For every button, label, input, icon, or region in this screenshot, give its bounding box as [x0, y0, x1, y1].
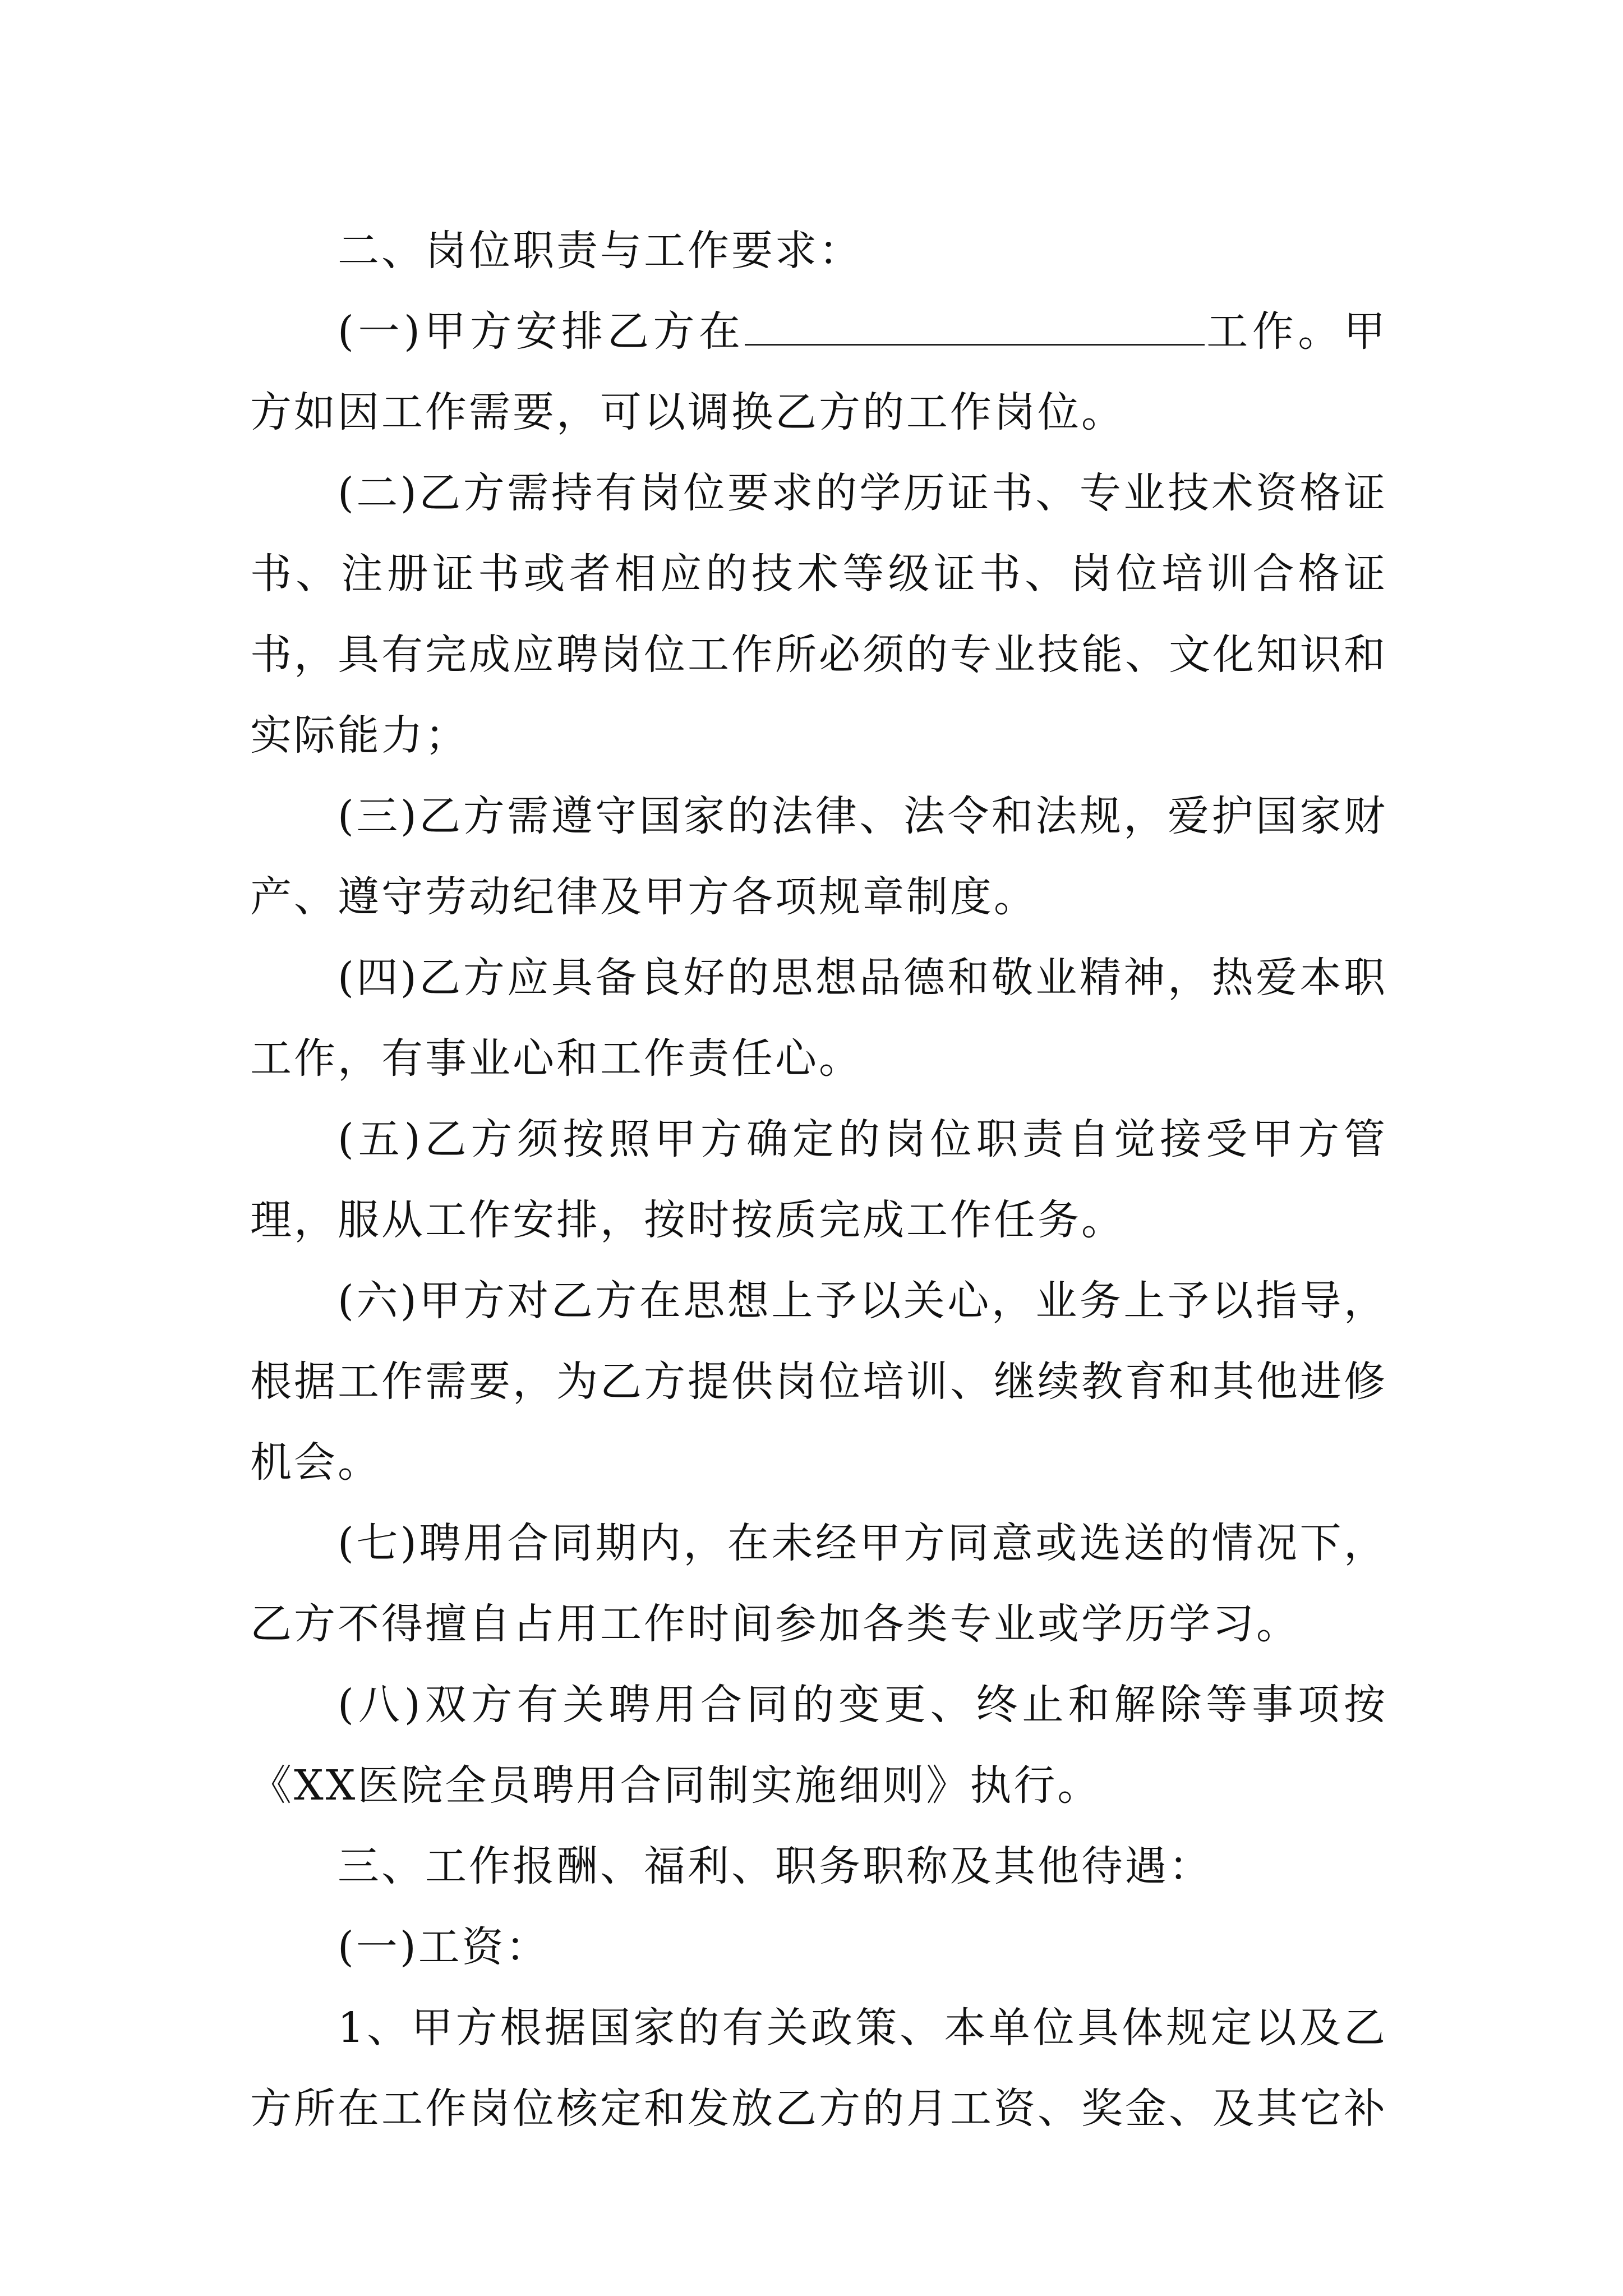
clause-2: (二)乙方需持有岗位要求的学历证书、专业技术资格证书、注册证书或者相应的技术等级证书、岗位培训合格证书，具有完成应聘岗位工作所必须的专业技能、文化知识和实际能力； [250, 469, 1387, 760]
clause-8: (八)双方有关聘用合同的变更、终止和解除等事项按《XX医院全员聘用合同制实施细则》执行。 [250, 1681, 1387, 1810]
clause-4: (四)乙方应具备良好的思想品德和敬业精神，热爱本职工作，有事业心和工作责任心。 [250, 954, 1387, 1083]
work-position-blank-field[interactable] [745, 311, 1205, 346]
clause-5: (五)乙方须按照甲方确定的岗位职责自觉接受甲方管理，服从工作安排，按时按质完成工作任务。 [250, 1115, 1387, 1244]
clause-7: (七)聘用合同期内，在未经甲方同意或选送的情况下，乙方不得擅自占用工作时间参加各类专业或学历学习。 [250, 1519, 1387, 1648]
clause-3: (三)乙方需遵守国家的法律、法令和法规，爱护国家财产、遵守劳动纪律及甲方各项规章制度。 [250, 792, 1387, 921]
section-2-heading: 二、岗位职责与工作要求： [338, 227, 863, 275]
wages-item-1: 1、甲方根据国家的有关政策、本单位具体规定以及乙方所在工作岗位核定和发放乙方的月工资、奖金、及其它补 [250, 2004, 1387, 2133]
clause-6: (六)甲方对乙方在思想上予以关心，业务上予以指导，根据工作需要，为乙方提供岗位培训、继续教育和其他进修机会。 [250, 1277, 1387, 1487]
clause-1-text-before: (一)甲方安排乙方在 [338, 307, 745, 356]
document-body [250, 210, 1387, 2149]
clause-1 [250, 291, 1387, 453]
clause-1-text-after: 工作。甲方如因工作需要，可以调换乙方的工作岗位。 [250, 307, 1387, 436]
subsection-wages-heading: (一)工资： [338, 1923, 550, 1971]
section-3-heading: 三、工作报酬、福利、职务职称及其他待遇： [338, 1842, 1212, 1890]
